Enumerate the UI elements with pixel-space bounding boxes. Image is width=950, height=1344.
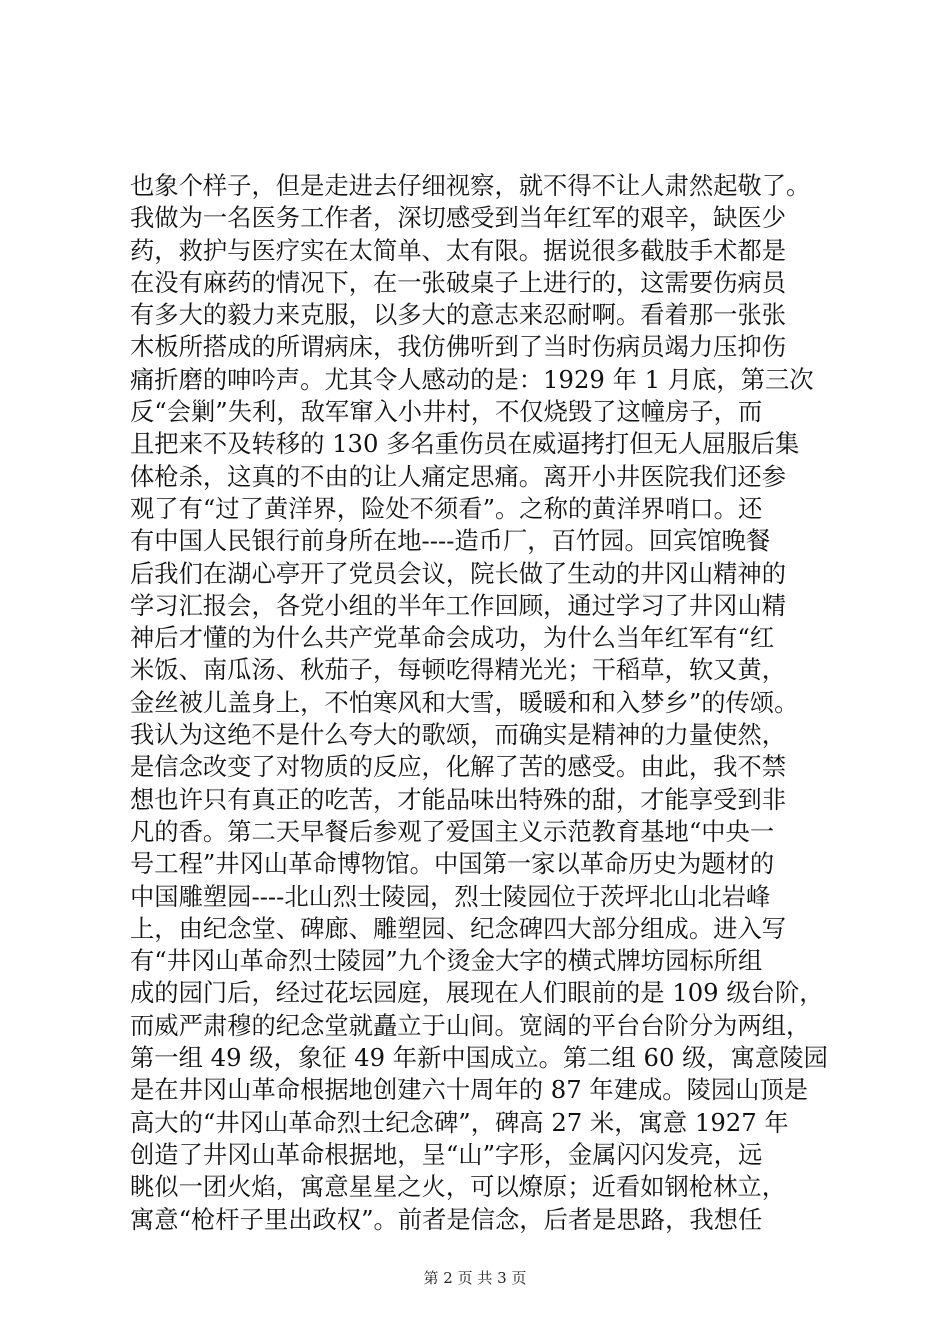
text-line: 成的园门后，经过花坛园庭，展现在人们眼前的是 109 级台阶， [130,978,824,1008]
text-line: 是信念改变了对物质的反应，化解了苦的感受。由此，我不禁 [130,752,787,782]
text-line: 眺似一团火焰，寓意星星之火，可以燎原；近看如钢枪林立， [130,1172,787,1202]
text-line: 我做为一名医务工作者，深切感受到当年红军的艰辛，缺医少 [130,203,787,233]
text-line: 药，救护与医疗实在太简单、太有限。据说很多截肢手术都是 [130,235,787,265]
text-line: 且把来不及转移的 130 多名重伤员在威逼拷打但无人屈服后集 [130,429,800,459]
text-line: 是在井冈山革命根据地创建六十周年的 87 年建成。陵园山顶是 [130,1075,809,1105]
text-line: 中国雕塑园----北山烈士陵园，烈士陵园位于茨坪北山北岩峰 [130,881,771,911]
text-line: 也象个样子，但是走进去仔细视察，就不得不让人肃然起敬了。 [130,171,811,200]
text-line: 后我们在湖心亭开了党员会议，院长做了生动的井冈山精神的 [130,558,787,588]
text-line: 有中国人民银行前身所在地----造币厂，百竹园。回宾馆晚餐 [130,526,771,556]
text-line: 想也许只有真正的吃苦，才能品味出特殊的甜，才能享受到非 [130,784,787,814]
text-line: 木板所搭成的所谓病床，我仿佛听到了当时伤病员竭力压抑伤 [130,332,787,362]
text-line: 反“会剿”失利，敌军窜入小井村，不仅烧毁了这幢房子，而 [130,397,763,427]
text-line: 而威严肃穆的纪念堂就矗立于山间。宽阔的平台台阶分为两组， [130,1010,811,1040]
text-line: 有“井冈山革命烈士陵园”九个烫金大字的横式牌坊园标所组 [130,946,763,976]
text-line: 神后才懂的为什么共产党革命会成功，为什么当年红军有“红 [130,623,775,653]
text-line: 高大的“井冈山革命烈士纪念碑”，碑高 27 米，寓意 1927 年 [130,1107,789,1137]
text-line: 学习汇报会，各党小组的半年工作回顾，通过学习了井冈山精 [130,590,787,620]
text-line: 痛折磨的呻吟声。尤其令人感动的是：1929 年 1 月底，第三次 [130,364,814,394]
text-line: 观了有“过了黄洋界，险处不须看”。之称的黄洋界哨口。还 [130,493,763,523]
text-line: 在没有麻药的情况下，在一张破桌子上进行的，这需要伤病员 [130,267,787,297]
text-line: 米饭、南瓜汤、秋茄子，每顿吃得精光光；干稻草，软又黄， [130,655,787,685]
text-line: 寓意“枪杆子里出政权”。前者是信念，后者是思路，我想任 [130,1204,763,1234]
text-line: 金丝被儿盖身上，不怕寒风和大雪，暖暖和和入梦乡”的传颂。 [130,687,799,717]
text-line: 第一组 49 级，象征 49 年新中国成立。第二组 60 级，寓意陵园 [130,1043,828,1073]
text-line: 凡的香。第二天早餐后参观了爱国主义示范教育基地“中央一 [130,816,775,846]
text-line: 号工程”井冈山革命博物馆。中国第一家以革命历史为题材的 [130,849,775,879]
text-line: 上，由纪念堂、碑廊、雕塑园、纪念碑四大部分组成。进入写 [130,913,787,943]
text-line: 有多大的毅力来克服，以多大的意志来忍耐啊。看着那一张张 [130,300,787,330]
page-footer: 第 2 页 共 3 页 [423,1269,527,1287]
text-line: 体枪杀，这真的不由的让人痛定思痛。离开小井医院我们还参 [130,461,787,491]
body-text [130,170,830,1236]
text-line: 创造了井冈山革命根据地，呈“山”字形，金属闪闪发亮，远 [130,1139,763,1169]
text-line: 我认为这绝不是什么夸大的歌颂，而确实是精神的力量使然， [130,720,787,750]
